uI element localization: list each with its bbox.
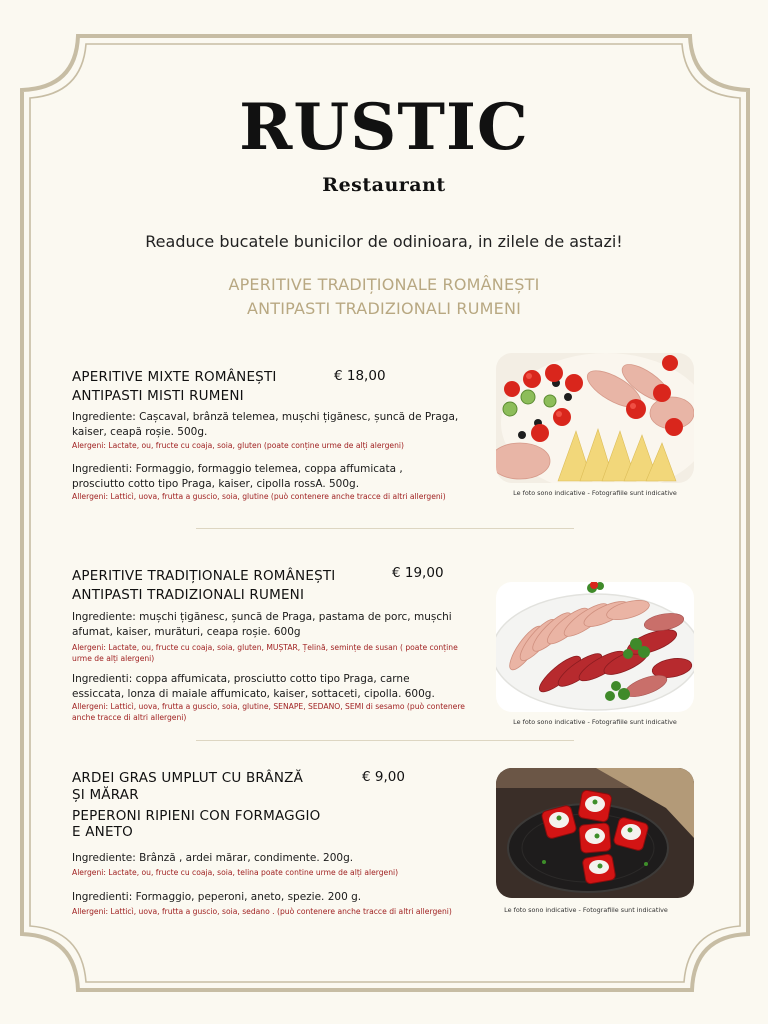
- photo-caption: Le foto sono indicative - Fotografiile sunt indicative: [513, 489, 677, 497]
- section-divider: [196, 528, 574, 529]
- allergens-ro: Alergeni: Lactate, ou, fructe cu coaja, soia, gluten, MUȘTAR, Țelină, semințe de susan ( poate conține urme de alți alergeni): [72, 643, 458, 663]
- dish-price: € 18,00: [334, 368, 386, 384]
- allergens-it: Allergeni: Latticì, uova, frutta a guscio, soia, glutine, SENAPE, SEDANO, SEMI di sesamo (può contenere anche tracce di altri allergeni): [72, 702, 465, 722]
- ingredients-ro: Ingrediente: Brânză , ardei mărar, condimente. 200g.: [72, 852, 354, 864]
- section-divider: [196, 740, 574, 741]
- ingredients-it: Ingredienti: Formaggio, peperoni, aneto, spezie. 200 g.: [72, 891, 362, 903]
- dish-name-it-line2: E ANETO: [72, 824, 133, 840]
- restaurant-logo-title: RUSTIC: [239, 90, 529, 165]
- dish-photo-mixed-platter: [496, 353, 694, 483]
- dish-price: € 9,00: [362, 769, 405, 785]
- dish-name-ro-line2: ȘI MĂRAR: [72, 787, 139, 803]
- allergens-ro: Alergeni: Lactate, ou, fructe cu coaja, soia, gluten (poate conține urme de alți alergeni): [72, 441, 404, 450]
- section-title-it: ANTIPASTI TRADIZIONALI RUMENI: [246, 299, 522, 318]
- allergens-it: Allergeni: Latticì, uova, frutta a guscio, soia, sedano . (può contenere anche tracce di altri allergeni): [72, 907, 452, 916]
- photo-caption: Le foto sono indicative - Fotografiile sunt indicative: [504, 906, 668, 914]
- restaurant-logo-subtitle: Restaurant: [322, 174, 446, 196]
- dish-name-ro: APERITIVE TRADIȚIONALE ROMÂNEȘTI: [72, 568, 336, 584]
- dish-name-ro-line1: ARDEI GRAS UMPLUT CU BRÂNZĂ: [72, 770, 304, 786]
- ingredients-ro: Ingrediente: Cașcaval, brânză telemea, mușchi țigănesc, șuncă de Praga, kaiser, ceapă roșie. 500g.: [72, 411, 459, 438]
- section-title-ro: APERITIVE TRADIȚIONALE ROMÂNEȘTI: [228, 275, 540, 294]
- dish-name-it: ANTIPASTI TRADIZIONALI RUMENI: [72, 587, 305, 603]
- ingredients-ro: Ingrediente: mușchi țigănesc, șuncă de Praga, pastama de porc, mușchi afumat, kaiser, murături, ceapa roșie. 600g: [72, 611, 452, 638]
- dish-photo-cold-cuts-platter: [496, 582, 694, 712]
- dish-name-ro: APERITIVE MIXTE ROMÂNEȘTI: [72, 369, 277, 385]
- dish-price: € 19,00: [392, 565, 444, 581]
- allergens-ro: Alergeni: Lactate, ou, fructe cu coaja, soia, telina poate contine urme de alți alergeni): [72, 868, 399, 877]
- tagline: Readuce bucatele bunicilor de odinioara, in zilele de astazi!: [145, 232, 623, 251]
- dish-name-it: ANTIPASTI MISTI RUMENI: [72, 388, 244, 404]
- allergens-it: Allergeni: Latticì, uova, frutta a guscio, soia, glutine (può contenere anche tracce di altri allergeni): [72, 492, 446, 501]
- photo-caption: Le foto sono indicative - Fotografiile sunt indicative: [513, 718, 677, 726]
- dish-photo-stuffed-peppers: [496, 768, 694, 898]
- dish-name-it-line1: PEPERONI RIPIENI CON FORMAGGIO: [72, 808, 321, 824]
- ingredients-it: Ingredienti: Formaggio, formaggio telemea, coppa affumicata , prosciutto cotto tipo Praga, kaiser, cipolla rossA. 500g.: [72, 463, 403, 490]
- ingredients-it: Ingredienti: coppa affumicata, prosciutto cotto tipo Praga, carne essiccata, lonza di maiale affumicato, kaiser, sottaceti, cipolla. 600g.: [72, 673, 435, 700]
